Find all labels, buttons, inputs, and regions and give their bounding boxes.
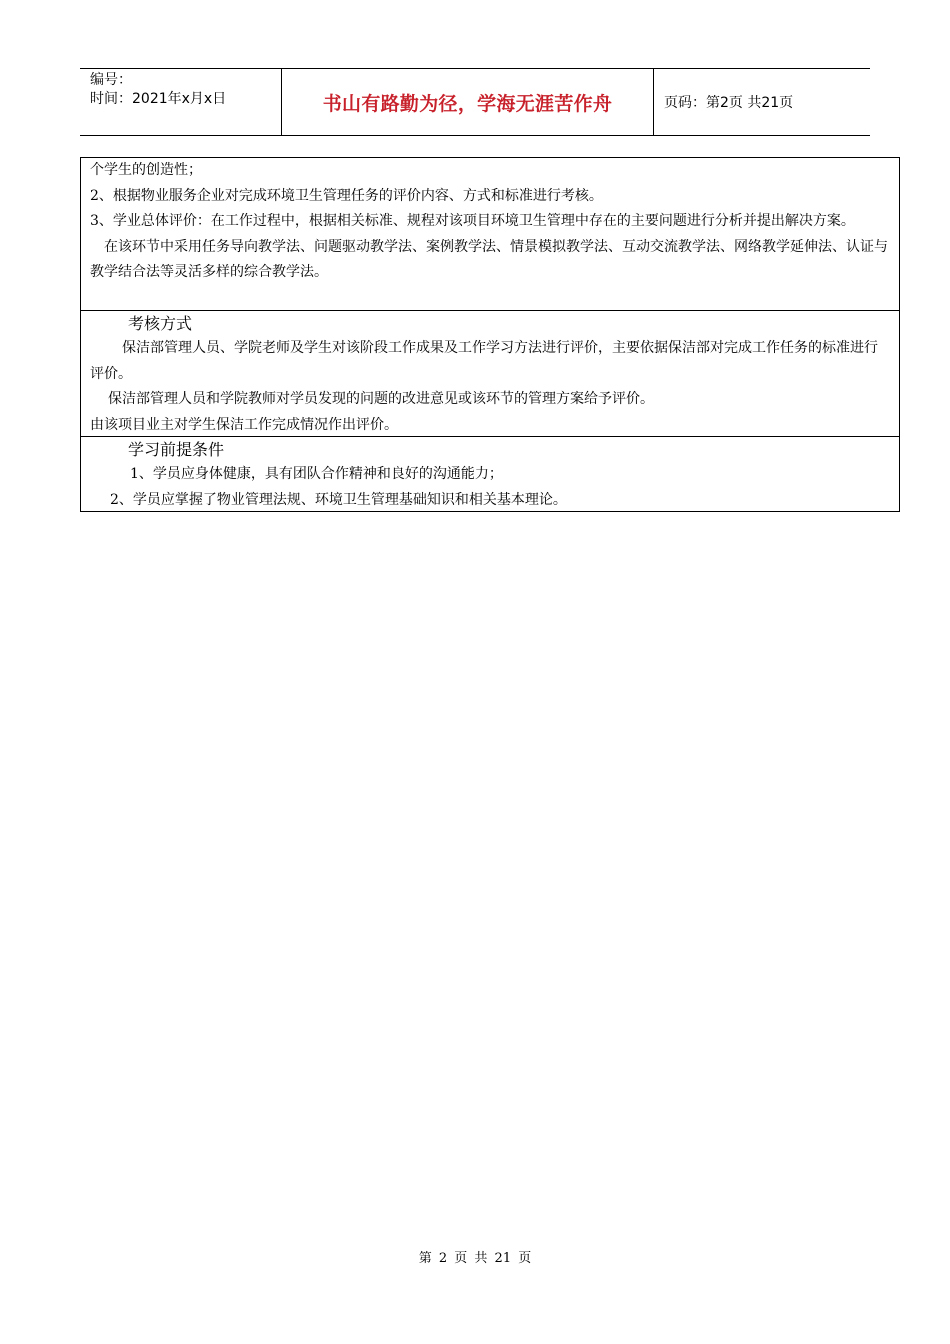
header-page-label: 页码：第2页 共21页 xyxy=(664,95,794,111)
content-table xyxy=(80,157,900,512)
section-heading: 学习前提条件 xyxy=(128,440,225,459)
section-assessment xyxy=(81,310,899,436)
paragraph: 保洁部管理人员和学院教师对学员发现的问题的改进意见或该环节的管理方案给予评价。 xyxy=(108,391,654,407)
page-footer: 第 2 页 共 21 页 xyxy=(418,1251,532,1266)
paragraph: 3、学业总体评价：在工作过程中，根据相关标准、规程对该项目环境卫生管理中存在的主要问题进行分析并提出解决方案。 xyxy=(90,213,855,229)
paragraph: 2、学员应掌握了物业管理法规、环境卫生管理基础知识和相关基本理论。 xyxy=(110,491,567,508)
time-label: 时间：2021年x月x日 xyxy=(90,91,227,107)
number-label: 编号： xyxy=(90,72,132,88)
paragraph: 在该环节中采用任务导向教学法、问题驱动教学法、案例教学法、情景模拟教学法、互动交流教学法、网络教学延伸法、认证与教学结合法等灵活多样的综合教学法。 xyxy=(90,238,888,280)
section-prerequisites xyxy=(81,436,899,511)
paragraph: 保洁部管理人员、学院老师及学生对该阶段工作成果及工作学习方法进行评价，主要依据保洁部对完成工作任务的标准进行评价。 xyxy=(90,340,878,382)
header-motto: 书山有路勤为径，学海无涯苦作舟 xyxy=(281,69,654,135)
page-header xyxy=(80,68,870,136)
header-meta xyxy=(80,69,281,135)
section-heading: 考核方式 xyxy=(128,314,193,333)
paragraph: 2、根据物业服务企业对完成环境卫生管理任务的评价内容、方式和标准进行考核。 xyxy=(90,187,603,204)
section-teaching-method xyxy=(81,158,899,310)
paragraph: 1、学员应身体健康，具有团队合作精神和良好的沟通能力； xyxy=(130,466,503,482)
paragraph: 个学生的创造性； xyxy=(90,162,202,178)
paragraph: 由该项目业主对学生保洁工作完成情况作出评价。 xyxy=(90,416,398,433)
